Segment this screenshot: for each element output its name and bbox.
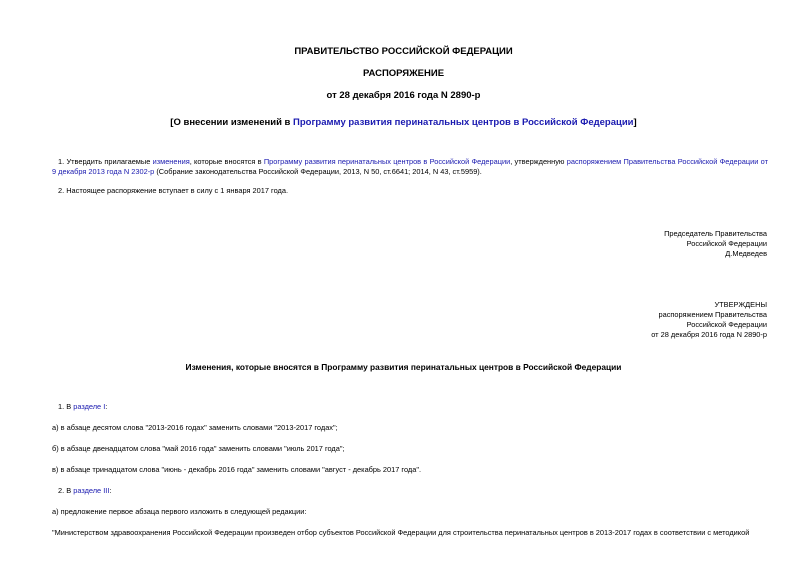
changes-title: Изменения, которые вносятся в Программу развития перинатальных центров в Российской Федерации — [185, 362, 622, 372]
item-1-prefix: 1. В — [58, 402, 74, 411]
item-2-suffix: : — [109, 486, 112, 495]
title-close: ] — [633, 117, 637, 128]
quoted-text: "Министерством здравоохранения Российской Федерации произведен отбор субъектов Российской Федерации для строительства перинатальных центров в 2013-2017 годах в соответствии с методикой — [52, 528, 750, 537]
p1-text-c: , утвержденную — [510, 157, 567, 166]
paragraph-1 — [52, 157, 768, 177]
signature-title: Председатель Правительства — [664, 229, 767, 238]
approved-heading: УТВЕРЖДЕНЫ — [714, 300, 767, 309]
document-date-number: от 28 декабря 2016 года N 2890-р — [326, 90, 481, 101]
p1-text-d: (Собрание законодательства Российской Федерации, 2013, N 50, ст.6641; 2014, N 43, ст.5959). — [154, 167, 482, 176]
subitem-a-2: а) предложение первое абзаца первого изложить в следующей редакции: — [52, 507, 307, 516]
approved-line-2: распоряжением Правительства — [658, 310, 767, 319]
section-1-link[interactable]: разделе I — [73, 402, 106, 411]
signature-name: Д.Медведев — [725, 249, 767, 258]
section-3-link[interactable]: разделе III — [73, 486, 110, 495]
title-open: [О внесении изменений в — [170, 117, 294, 128]
document-type: РАСПОРЯЖЕНИЕ — [362, 68, 445, 79]
item-2 — [58, 486, 111, 496]
signature-org: Российской Федерации — [686, 239, 767, 248]
p1-text-b: , которые вносятся в — [189, 157, 264, 166]
government-heading: ПРАВИТЕЛЬСТВО РОССИЙСКОЙ ФЕДЕРАЦИИ — [294, 46, 513, 57]
order-link[interactable]: распоряжением Правительства Российской Федерации от 9 декабря 2013 года N 2302-р — [52, 157, 768, 176]
approved-line-4: от 28 декабря 2016 года N 2890-р — [651, 330, 767, 339]
changes-link[interactable]: изменения — [152, 157, 190, 166]
item-1-suffix: : — [105, 402, 108, 411]
p1-text-a: 1. Утвердить прилагаемые — [58, 157, 153, 166]
subitem-a: а) в абзаце десятом слова "2013-2016 годах" заменить словами "2013-2017 годах"; — [52, 423, 338, 432]
subitem-b: б) в абзаце двенадцатом слова "май 2016 года" заменить словами "июль 2017 года"; — [52, 444, 345, 453]
program-link[interactable]: Программу развития перинатальных центров в Российской Федерации — [293, 117, 634, 128]
paragraph-2: 2. Настоящее распоряжение вступает в силу с 1 января 2017 года. — [58, 186, 288, 195]
program-link-2[interactable]: Программу развития перинатальных центров в Российской Федерации — [263, 157, 511, 166]
item-2-prefix: 2. В — [58, 486, 74, 495]
approved-line-3: Российской Федерации — [686, 320, 767, 329]
item-1 — [58, 402, 107, 412]
document-title — [0, 117, 807, 128]
subitem-c: в) в абзаце тринадцатом слова "июнь - декабрь 2016 года" заменить словами "август - декабрь 2017 года". — [52, 465, 421, 474]
